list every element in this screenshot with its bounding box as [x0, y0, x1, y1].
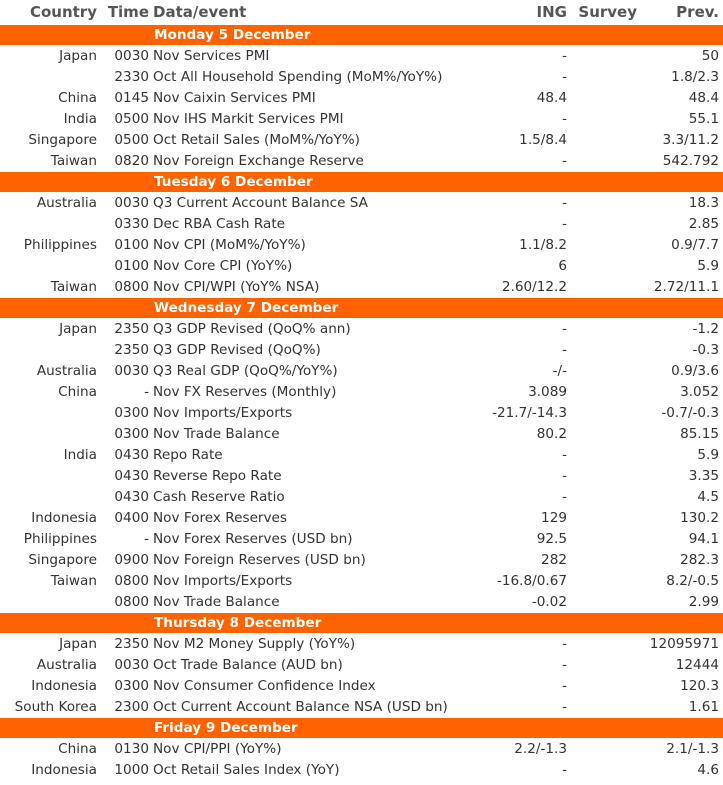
table-row: [0, 654, 723, 675]
cell-country: China: [58, 383, 97, 400]
cell-prev: 2.85: [688, 215, 719, 232]
cell-event: Nov IHS Markit Services PMI: [153, 110, 344, 127]
cell-country: Taiwan: [50, 152, 97, 169]
cell-country: South Korea: [14, 698, 97, 715]
cell-country: China: [58, 740, 97, 757]
cell-event: Nov Core CPI (YoY%): [153, 257, 293, 274]
cell-country: China: [58, 89, 97, 106]
cell-time: 0400: [114, 509, 149, 526]
cell-prev: 48.4: [688, 89, 719, 106]
table-row: [0, 486, 723, 507]
day-label: Wednesday 7 December: [154, 300, 339, 316]
cell-prev: 50: [701, 47, 719, 64]
cell-time: 1000: [114, 761, 149, 778]
header-survey: Survey: [578, 3, 637, 21]
cell-time: 0100: [114, 257, 149, 274]
cell-time: 0800: [114, 593, 149, 610]
cell-event: Q3 Real GDP (QoQ%/YoY%): [153, 362, 338, 379]
cell-country: Indonesia: [31, 761, 97, 778]
table-row: [0, 108, 723, 129]
cell-ing: -: [562, 656, 567, 673]
table-row: [0, 150, 723, 171]
cell-prev: 1.61: [688, 698, 719, 715]
day-label: Friday 9 December: [154, 720, 298, 736]
cell-prev: 5.9: [697, 257, 719, 274]
day-label: Thursday 8 December: [154, 615, 322, 631]
cell-prev: 282.3: [680, 551, 719, 568]
cell-prev: 18.3: [688, 194, 719, 211]
table-row: [0, 402, 723, 423]
cell-ing: -/-: [552, 362, 567, 379]
cell-event: Nov Imports/Exports: [153, 404, 293, 421]
table-row: [0, 675, 723, 696]
cell-time: 2350: [114, 320, 149, 337]
cell-prev: 85.15: [680, 425, 719, 442]
day-header: [0, 612, 723, 633]
cell-event: Nov Trade Balance: [153, 593, 280, 610]
cell-prev: 2.1/-1.3: [666, 740, 719, 757]
cell-prev: 8.2/-0.5: [666, 572, 719, 589]
cell-event: Repo Rate: [153, 446, 223, 463]
cell-event: Cash Reserve Ratio: [153, 488, 285, 505]
cell-time: 2300: [114, 698, 149, 715]
cell-event: Nov Services PMI: [153, 47, 270, 64]
cell-time: 0430: [114, 467, 149, 484]
cell-ing: -: [562, 635, 567, 652]
table-row: [0, 591, 723, 612]
cell-prev: 130.2: [680, 509, 719, 526]
table-row: [0, 738, 723, 759]
table-row: [0, 276, 723, 297]
table-row: [0, 234, 723, 255]
header-time: Time: [107, 3, 149, 21]
cell-country: Taiwan: [50, 278, 97, 295]
cell-prev: 2.99: [688, 593, 719, 610]
table-row: [0, 66, 723, 87]
cell-ing: 1.5/8.4: [519, 131, 567, 148]
cell-country: Australia: [36, 362, 97, 379]
cell-time: 0300: [114, 404, 149, 421]
table-row: [0, 360, 723, 381]
day-header: [0, 171, 723, 192]
cell-ing: 3.089: [528, 383, 567, 400]
day-header: [0, 297, 723, 318]
cell-country: Japan: [59, 635, 97, 652]
cell-ing: -16.8/0.67: [496, 572, 567, 589]
header-ing: ING: [536, 3, 567, 21]
cell-event: Oct Retail Sales (MoM%/YoY%): [153, 131, 360, 148]
cell-ing: -: [562, 152, 567, 169]
cell-ing: -: [562, 341, 567, 358]
cell-ing: -: [562, 467, 567, 484]
cell-time: 0800: [114, 572, 149, 589]
cell-time: 0100: [114, 236, 149, 253]
cell-time: 0500: [114, 110, 149, 127]
cell-time: 2350: [114, 341, 149, 358]
cell-event: Nov Foreign Reserves (USD bn): [153, 551, 366, 568]
table-row: [0, 318, 723, 339]
day-header: [0, 24, 723, 45]
table-row: [0, 192, 723, 213]
cell-event: Q3 GDP Revised (QoQ% ann): [153, 320, 351, 337]
cell-country: India: [63, 110, 97, 127]
table-row: [0, 339, 723, 360]
cell-time: 0300: [114, 677, 149, 694]
table-row: [0, 255, 723, 276]
cell-event: Q3 GDP Revised (QoQ%): [153, 341, 321, 358]
cell-event: Nov Imports/Exports: [153, 572, 293, 589]
table-header-row: [0, 0, 723, 24]
cell-prev: 120.3: [680, 677, 719, 694]
cell-event: Nov CPI (MoM%/YoY%): [153, 236, 306, 253]
cell-event: Reverse Repo Rate: [153, 467, 282, 484]
day-label: Monday 5 December: [154, 27, 311, 43]
cell-ing: 2.2/-1.3: [514, 740, 567, 757]
cell-event: Nov Foreign Exchange Reserve: [153, 152, 364, 169]
cell-country: Australia: [36, 194, 97, 211]
table-row: [0, 444, 723, 465]
cell-ing: -: [562, 320, 567, 337]
cell-prev: 542.792: [662, 152, 719, 169]
cell-ing: 1.1/8.2: [519, 236, 567, 253]
cell-time: -: [144, 530, 149, 547]
cell-ing: -: [562, 110, 567, 127]
cell-event: Nov Forex Reserves: [153, 509, 288, 526]
table-body: [0, 24, 723, 780]
cell-ing: 282: [541, 551, 567, 568]
cell-prev: 4.6: [697, 761, 719, 778]
cell-event: Nov CPI/PPI (YoY%): [153, 740, 282, 757]
cell-ing: -: [562, 47, 567, 64]
header-prev: Prev.: [676, 3, 719, 21]
cell-time: 2330: [114, 68, 149, 85]
cell-prev: 94.1: [688, 530, 719, 547]
cell-ing: -0.02: [531, 593, 567, 610]
cell-ing: 48.4: [536, 89, 567, 106]
cell-event: Oct Retail Sales Index (YoY): [153, 761, 340, 778]
table-row: [0, 45, 723, 66]
table-row: [0, 213, 723, 234]
cell-time: 0130: [114, 740, 149, 757]
cell-prev: -1.2: [692, 320, 719, 337]
cell-ing: 2.60/12.2: [501, 278, 567, 295]
day-header: [0, 717, 723, 738]
cell-ing: -: [562, 446, 567, 463]
cell-event: Dec RBA Cash Rate: [153, 215, 286, 232]
cell-prev: 55.1: [688, 110, 719, 127]
cell-country: Philippines: [23, 530, 97, 547]
cell-ing: 129: [541, 509, 567, 526]
table-row: [0, 129, 723, 150]
cell-ing: -: [562, 698, 567, 715]
cell-ing: 92.5: [536, 530, 567, 547]
cell-country: Singapore: [28, 551, 97, 568]
cell-prev: -0.3: [692, 341, 719, 358]
cell-event: Oct All Household Spending (MoM%/YoY%): [153, 68, 443, 85]
cell-time: 0430: [114, 446, 149, 463]
table-row: [0, 465, 723, 486]
cell-prev: 0.9/3.6: [671, 362, 719, 379]
cell-ing: -: [562, 68, 567, 85]
cell-ing: -: [562, 488, 567, 505]
cell-time: 0500: [114, 131, 149, 148]
cell-country: Taiwan: [50, 572, 97, 589]
cell-event: Nov Consumer Confidence Index: [153, 677, 376, 694]
cell-time: 2350: [114, 635, 149, 652]
cell-ing: 6: [558, 257, 567, 274]
cell-time: 0430: [114, 488, 149, 505]
cell-time: 0145: [114, 89, 149, 106]
table-row: [0, 633, 723, 654]
table-row: [0, 549, 723, 570]
table-row: [0, 570, 723, 591]
cell-prev: 0.9/7.7: [671, 236, 719, 253]
cell-time: 0030: [114, 362, 149, 379]
day-label: Tuesday 6 December: [154, 174, 313, 190]
cell-prev: 12095971: [649, 635, 719, 652]
cell-prev: 1.8/2.3: [671, 68, 719, 85]
cell-time: 0900: [114, 551, 149, 568]
cell-time: 0030: [114, 656, 149, 673]
cell-ing: -: [562, 677, 567, 694]
header-event: Data/event: [153, 3, 247, 21]
table-row: [0, 696, 723, 717]
header-country: Country: [29, 3, 97, 21]
table-row: [0, 423, 723, 444]
cell-country: Indonesia: [31, 677, 97, 694]
table-row: [0, 528, 723, 549]
cell-time: 0330: [114, 215, 149, 232]
cell-ing: 80.2: [536, 425, 567, 442]
cell-ing: -: [562, 194, 567, 211]
cell-ing: -21.7/-14.3: [492, 404, 567, 421]
cell-time: 0030: [114, 47, 149, 64]
table-row: [0, 759, 723, 780]
cell-time: 0300: [114, 425, 149, 442]
cell-event: Nov CPI/WPI (YoY% NSA): [153, 278, 320, 295]
cell-event: Nov Trade Balance: [153, 425, 280, 442]
cell-prev: -0.7/-0.3: [661, 404, 719, 421]
cell-ing: -: [562, 761, 567, 778]
cell-event: Oct Current Account Balance NSA (USD bn): [153, 698, 448, 715]
cell-event: Nov Forex Reserves (USD bn): [153, 530, 353, 547]
cell-event: Nov M2 Money Supply (YoY%): [153, 635, 356, 652]
table-row: [0, 381, 723, 402]
cell-country: Japan: [59, 47, 97, 64]
cell-country: India: [63, 446, 97, 463]
cell-event: Q3 Current Account Balance SA: [153, 194, 368, 211]
cell-prev: 12444: [675, 656, 719, 673]
cell-country: Singapore: [28, 131, 97, 148]
cell-prev: 2.72/11.1: [653, 278, 719, 295]
cell-event: Nov Caixin Services PMI: [153, 89, 316, 106]
cell-prev: 5.9: [697, 446, 719, 463]
cell-prev: 3.3/11.2: [662, 131, 719, 148]
cell-time: 0800: [114, 278, 149, 295]
cell-country: Philippines: [23, 236, 97, 253]
cell-ing: -: [562, 215, 567, 232]
cell-prev: 3.35: [688, 467, 719, 484]
table-row: [0, 87, 723, 108]
cell-country: Japan: [59, 320, 97, 337]
cell-time: 0820: [114, 152, 149, 169]
cell-time: -: [144, 383, 149, 400]
cell-prev: 4.5: [697, 488, 719, 505]
cell-time: 0030: [114, 194, 149, 211]
cell-event: Nov FX Reserves (Monthly): [153, 383, 337, 400]
cell-event: Oct Trade Balance (AUD bn): [153, 656, 343, 673]
cell-prev: 3.052: [680, 383, 719, 400]
cell-country: Australia: [36, 656, 97, 673]
table-row: [0, 507, 723, 528]
cell-country: Indonesia: [31, 509, 97, 526]
